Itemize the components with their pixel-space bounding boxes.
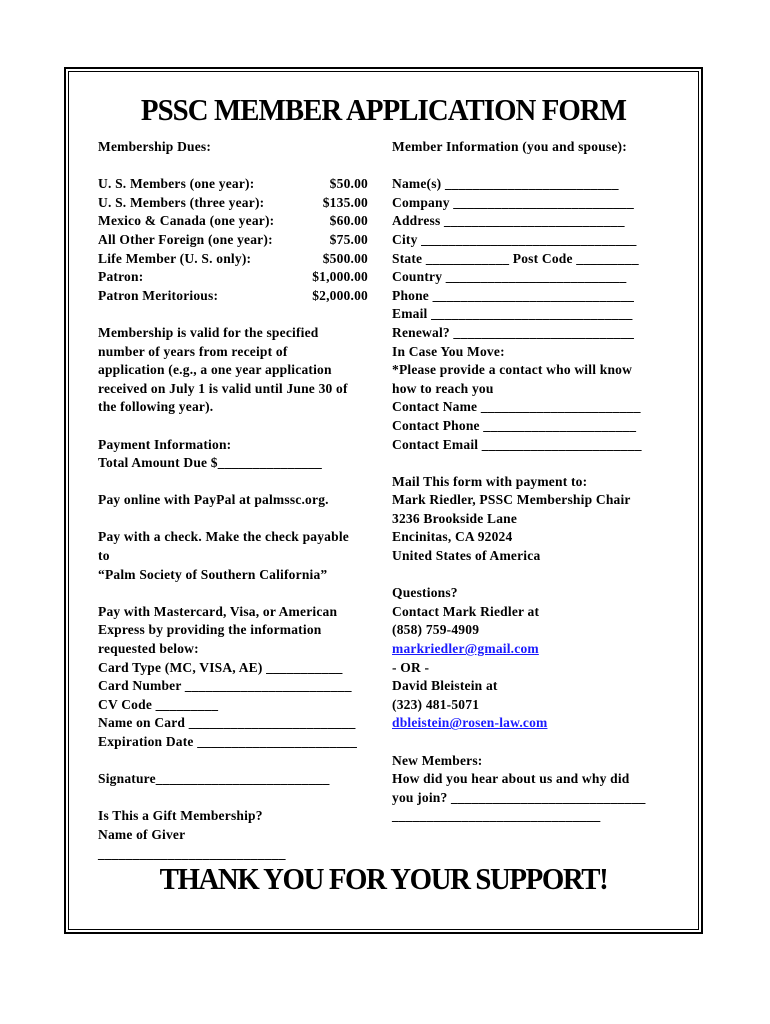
giver-name-field[interactable]: ___________________________ bbox=[98, 845, 286, 861]
company-field[interactable]: Company __________________________ bbox=[392, 194, 634, 210]
dues-row bbox=[98, 212, 388, 231]
mail-address: United States of America bbox=[392, 548, 541, 564]
dues-row bbox=[98, 268, 388, 287]
contact1-name: Contact Mark Riedler at bbox=[392, 603, 540, 619]
cv-code-field[interactable]: CV Code _________ bbox=[98, 696, 219, 712]
member-info-heading: Member Information (you and spouse): bbox=[392, 139, 627, 154]
city-field[interactable]: City _______________________________ bbox=[392, 231, 637, 247]
phone-field[interactable]: Phone _____________________________ bbox=[392, 287, 635, 303]
validity-text: the following year). bbox=[98, 399, 214, 415]
or-separator: - OR - bbox=[392, 659, 430, 675]
country-field[interactable]: Country __________________________ bbox=[392, 269, 627, 285]
card-intro: Pay with Mastercard, Visa, or American bbox=[98, 603, 338, 619]
name-on-card-field[interactable]: Name on Card ________________________ bbox=[98, 715, 356, 731]
paypal-text: Pay online with PayPal at palmssc.org. bbox=[98, 492, 329, 508]
dues-amount: $135.00 bbox=[322, 194, 368, 210]
card-intro: Express by providing the information bbox=[98, 622, 322, 638]
thank-you-message: THANK YOU FOR YOUR SUPPORT! bbox=[159, 861, 608, 896]
contact-name-field[interactable]: Contact Name _______________________ bbox=[392, 399, 641, 415]
dues-row bbox=[98, 250, 388, 269]
dues-amount: $60.00 bbox=[329, 213, 368, 229]
card-intro: requested below: bbox=[98, 641, 199, 657]
dues-label: Patron Meritorious: bbox=[98, 287, 219, 303]
mail-address: Encinitas, CA 92024 bbox=[392, 529, 513, 545]
check-text: to bbox=[98, 548, 110, 564]
contact2-name: David Bleistein at bbox=[392, 678, 498, 694]
expiration-date-field[interactable]: Expiration Date _______________________ bbox=[98, 734, 358, 749]
dues-amount: $50.00 bbox=[329, 176, 368, 192]
move-heading: In Case You Move: bbox=[392, 343, 505, 359]
card-number-field[interactable]: Card Number ________________________ bbox=[98, 678, 352, 694]
new-members-answer-line[interactable]: ______________________________ bbox=[392, 808, 601, 824]
dues-label: Life Member (U. S. only): bbox=[98, 250, 252, 266]
contact2-email-link[interactable]: dbleistein@rosen-law.com bbox=[392, 715, 548, 731]
email-field[interactable]: Email _____________________________ bbox=[392, 306, 633, 322]
contact2-phone: (323) 481-5071 bbox=[392, 696, 480, 712]
new-members-heading: New Members: bbox=[392, 752, 483, 768]
contact1-phone: (858) 759-4909 bbox=[392, 622, 480, 638]
giver-label: Name of Giver bbox=[98, 826, 186, 842]
address-field[interactable]: Address __________________________ bbox=[392, 213, 625, 229]
total-due-field[interactable]: Total Amount Due $_______________ bbox=[98, 455, 322, 471]
move-note: how to reach you bbox=[392, 380, 494, 396]
validity-text: number of years from receipt of bbox=[98, 343, 288, 359]
renewal-field[interactable]: Renewal? __________________________ bbox=[392, 324, 635, 340]
validity-text: application (e.g., a one year application bbox=[98, 362, 332, 378]
move-note: *Please provide a contact who will know bbox=[392, 362, 633, 378]
state-postcode-field[interactable]: State ____________ Post Code _________ bbox=[392, 250, 639, 266]
form-title: PSSC MEMBER APPLICATION FORM bbox=[140, 92, 627, 127]
dues-label: All Other Foreign (one year): bbox=[98, 231, 273, 247]
card-type-field[interactable]: Card Type (MC, VISA, AE) ___________ bbox=[98, 659, 343, 675]
validity-text: received on July 1 is valid until June 30 of bbox=[98, 380, 348, 396]
left-column bbox=[98, 138, 388, 863]
dues-row bbox=[98, 175, 388, 194]
dues-label: U. S. Members (one year): bbox=[98, 176, 255, 192]
validity-text: Membership is valid for the specified bbox=[98, 324, 319, 340]
dues-row bbox=[98, 231, 388, 250]
mail-heading: Mail This form with payment to: bbox=[392, 473, 588, 489]
contact-phone-field[interactable]: Contact Phone ______________________ bbox=[392, 417, 637, 433]
mail-address: 3236 Brookside Lane bbox=[392, 510, 518, 526]
dues-label: Mexico & Canada (one year): bbox=[98, 213, 275, 229]
dues-row bbox=[98, 194, 388, 213]
gift-question: Is This a Gift Membership? bbox=[98, 808, 263, 824]
new-members-question: How did you hear about us and why did bbox=[392, 771, 630, 787]
dues-row bbox=[98, 287, 388, 306]
check-payee: “Palm Society of Southern California” bbox=[98, 566, 328, 582]
payment-heading: Payment Information: bbox=[98, 436, 232, 452]
signature-field[interactable]: Signature_________________________ bbox=[98, 771, 330, 787]
dues-heading: Membership Dues: bbox=[98, 139, 212, 154]
dues-amount: $1,000.00 bbox=[312, 269, 368, 285]
contact-email-field[interactable]: Contact Email _______________________ bbox=[392, 436, 642, 452]
right-column bbox=[392, 138, 682, 826]
dues-label: Patron: bbox=[98, 269, 144, 285]
dues-amount: $500.00 bbox=[322, 250, 368, 266]
dues-amount: $2,000.00 bbox=[312, 287, 368, 303]
dues-amount: $75.00 bbox=[329, 231, 368, 247]
check-text: Pay with a check. Make the check payable bbox=[98, 529, 349, 545]
mail-address: Mark Riedler, PSSC Membership Chair bbox=[392, 492, 631, 508]
questions-heading: Questions? bbox=[392, 585, 458, 601]
names-field[interactable]: Name(s) _________________________ bbox=[392, 176, 619, 192]
dues-label: U. S. Members (three year): bbox=[98, 194, 265, 210]
contact1-email-link[interactable]: markriedler@gmail.com bbox=[392, 641, 539, 657]
new-members-answer-field[interactable]: you join? ____________________________ bbox=[392, 789, 646, 805]
